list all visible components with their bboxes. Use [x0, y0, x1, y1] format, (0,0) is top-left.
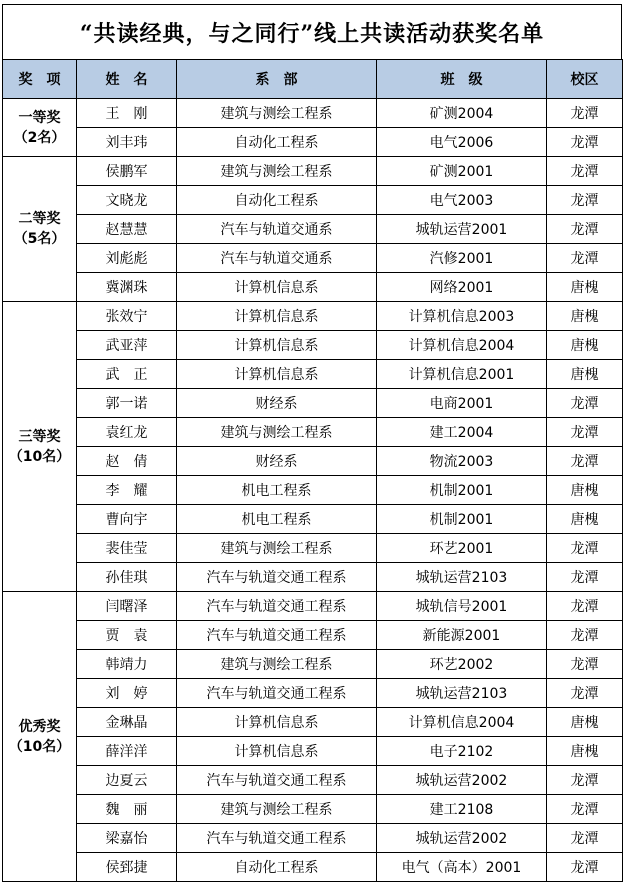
- award-level: 一等奖: [18, 109, 61, 126]
- table-row: [3, 708, 623, 737]
- campus: 唐槐: [547, 331, 623, 360]
- student-name: 张效宁: [77, 302, 177, 331]
- student-name: 王 刚: [77, 99, 177, 128]
- header-campus: 校区: [547, 60, 623, 99]
- department: 汽车与轨道交通系: [177, 244, 377, 273]
- campus: 龙潭: [547, 795, 623, 824]
- department: 建筑与测绘工程系: [177, 418, 377, 447]
- campus: 龙潭: [547, 99, 623, 128]
- award-count: （10名）: [8, 738, 71, 755]
- table-row: [3, 563, 623, 592]
- campus: 龙潭: [547, 679, 623, 708]
- class-name: 城轨运营2002: [377, 766, 547, 795]
- student-name: 冀渊珠: [77, 273, 177, 302]
- class-name: 电气2003: [377, 186, 547, 215]
- student-name: 刘彪彪: [77, 244, 177, 273]
- class-name: 矿测2001: [377, 157, 547, 186]
- campus: 龙潭: [547, 853, 623, 882]
- table-row: [3, 273, 623, 302]
- department: 汽车与轨道交通工程系: [177, 679, 377, 708]
- department: 汽车与轨道交通工程系: [177, 824, 377, 853]
- student-name: 赵慧慧: [77, 215, 177, 244]
- student-name: 侯郅捷: [77, 853, 177, 882]
- student-name: 金琳晶: [77, 708, 177, 737]
- department: 计算机信息系: [177, 331, 377, 360]
- department: 自动化工程系: [177, 853, 377, 882]
- campus: 唐槐: [547, 273, 623, 302]
- student-name: 刘丰玮: [77, 128, 177, 157]
- department: 建筑与测绘工程系: [177, 99, 377, 128]
- student-name: 武 正: [77, 360, 177, 389]
- department: 计算机信息系: [177, 360, 377, 389]
- campus: 龙潭: [547, 157, 623, 186]
- student-name: 曹向宇: [77, 505, 177, 534]
- campus: 龙潭: [547, 563, 623, 592]
- student-name: 韩靖力: [77, 650, 177, 679]
- table-row: [3, 534, 623, 563]
- department: 汽车与轨道交通工程系: [177, 766, 377, 795]
- campus: 龙潭: [547, 534, 623, 563]
- student-name: 薛洋洋: [77, 737, 177, 766]
- header-row: [3, 60, 623, 99]
- table-row: [3, 737, 623, 766]
- table-row: [3, 592, 623, 621]
- page-title: “共读经典，与之同行”线上共读活动获奖名单: [2, 4, 622, 59]
- department: 计算机信息系: [177, 302, 377, 331]
- table-row: [3, 505, 623, 534]
- campus: 唐槐: [547, 505, 623, 534]
- table-body: [3, 99, 623, 882]
- student-name: 李 耀: [77, 476, 177, 505]
- class-name: 城轨运营2002: [377, 824, 547, 853]
- header-award: 奖 项: [3, 60, 77, 99]
- table-row: [3, 679, 623, 708]
- table-row: [3, 418, 623, 447]
- table-row: [3, 128, 623, 157]
- campus: 龙潭: [547, 186, 623, 215]
- award-level-cell: [3, 592, 77, 882]
- student-name: 袁红龙: [77, 418, 177, 447]
- class-name: 机制2001: [377, 505, 547, 534]
- campus: 龙潭: [547, 244, 623, 273]
- department: 建筑与测绘工程系: [177, 534, 377, 563]
- class-name: 城轨信号2001: [377, 592, 547, 621]
- department: 计算机信息系: [177, 708, 377, 737]
- class-name: 城轨运营2103: [377, 563, 547, 592]
- department: 汽车与轨道交通工程系: [177, 621, 377, 650]
- table-row: [3, 157, 623, 186]
- student-name: 魏 丽: [77, 795, 177, 824]
- student-name: 贾 袁: [77, 621, 177, 650]
- campus: 龙潭: [547, 215, 623, 244]
- table-row: [3, 99, 623, 128]
- department: 计算机信息系: [177, 737, 377, 766]
- table-row: [3, 360, 623, 389]
- header-department: 系 部: [177, 60, 377, 99]
- class-name: 环艺2002: [377, 650, 547, 679]
- award-level: 二等奖: [18, 211, 61, 227]
- header-class: 班 级: [377, 60, 547, 99]
- department: 建筑与测绘工程系: [177, 157, 377, 186]
- table-row: [3, 186, 623, 215]
- table-row: [3, 215, 623, 244]
- student-name: 武亚萍: [77, 331, 177, 360]
- student-name: 刘 婷: [77, 679, 177, 708]
- class-name: 建工2108: [377, 795, 547, 824]
- table-row: [3, 476, 623, 505]
- class-name: 物流2003: [377, 447, 547, 476]
- department: 汽车与轨道交通系: [177, 215, 377, 244]
- campus: 唐槐: [547, 737, 623, 766]
- department: 财经系: [177, 447, 377, 476]
- student-name: 梁嘉怡: [77, 824, 177, 853]
- class-name: 建工2004: [377, 418, 547, 447]
- table-row: [3, 389, 623, 418]
- student-name: 孙佳琪: [77, 563, 177, 592]
- table-row: [3, 331, 623, 360]
- campus: 龙潭: [547, 418, 623, 447]
- department: 财经系: [177, 389, 377, 418]
- table-row: [3, 795, 623, 824]
- department: 建筑与测绘工程系: [177, 650, 377, 679]
- class-name: 电气2006: [377, 128, 547, 157]
- award-level-cell: [3, 157, 77, 302]
- class-name: 矿测2004: [377, 99, 547, 128]
- campus: 龙潭: [547, 766, 623, 795]
- campus: 龙潭: [547, 824, 623, 853]
- header-name: 姓 名: [77, 60, 177, 99]
- student-name: 边夏云: [77, 766, 177, 795]
- department: 计算机信息系: [177, 273, 377, 302]
- campus: 龙潭: [547, 621, 623, 650]
- student-name: 闫曙泽: [77, 592, 177, 621]
- campus: 龙潭: [547, 389, 623, 418]
- class-name: 汽修2001: [377, 244, 547, 273]
- table-row: [3, 447, 623, 476]
- class-name: 城轨运营2103: [377, 679, 547, 708]
- class-name: 电气（高本）2001: [377, 853, 547, 882]
- class-name: 计算机信息2004: [377, 708, 547, 737]
- table-row: [3, 824, 623, 853]
- table-row: [3, 244, 623, 273]
- award-level-cell: [3, 302, 77, 592]
- award-level: 三等奖: [18, 428, 61, 445]
- campus: 唐槐: [547, 360, 623, 389]
- department: 机电工程系: [177, 476, 377, 505]
- department: 自动化工程系: [177, 186, 377, 215]
- student-name: 侯鹏军: [77, 157, 177, 186]
- table-row: [3, 650, 623, 679]
- student-name: 赵 倩: [77, 447, 177, 476]
- class-name: 机制2001: [377, 476, 547, 505]
- table-row: [3, 853, 623, 882]
- department: 汽车与轨道交通工程系: [177, 563, 377, 592]
- class-name: 计算机信息2004: [377, 331, 547, 360]
- campus: 龙潭: [547, 592, 623, 621]
- department: 机电工程系: [177, 505, 377, 534]
- campus: 龙潭: [547, 650, 623, 679]
- department: 建筑与测绘工程系: [177, 795, 377, 824]
- award-level: 优秀奖: [18, 718, 61, 735]
- award-sheet: [2, 4, 622, 882]
- table-row: [3, 621, 623, 650]
- class-name: 新能源2001: [377, 621, 547, 650]
- campus: 唐槐: [547, 476, 623, 505]
- award-count: （5名）: [13, 231, 66, 247]
- student-name: 文晓龙: [77, 186, 177, 215]
- table-row: [3, 302, 623, 331]
- class-name: 城轨运营2001: [377, 215, 547, 244]
- class-name: 电子2102: [377, 737, 547, 766]
- table-row: [3, 766, 623, 795]
- award-level-cell: [3, 99, 77, 157]
- campus: 龙潭: [547, 128, 623, 157]
- class-name: 网络2001: [377, 273, 547, 302]
- campus: 龙潭: [547, 447, 623, 476]
- department: 汽车与轨道交通工程系: [177, 592, 377, 621]
- class-name: 计算机信息2003: [377, 302, 547, 331]
- award-count: （10名）: [8, 448, 71, 465]
- award-table: [2, 59, 623, 882]
- campus: 唐槐: [547, 708, 623, 737]
- campus: 唐槐: [547, 302, 623, 331]
- department: 自动化工程系: [177, 128, 377, 157]
- class-name: 计算机信息2001: [377, 360, 547, 389]
- student-name: 裴佳莹: [77, 534, 177, 563]
- class-name: 环艺2001: [377, 534, 547, 563]
- class-name: 电商2001: [377, 389, 547, 418]
- student-name: 郭一诺: [77, 389, 177, 418]
- award-count: （2名）: [13, 129, 66, 146]
